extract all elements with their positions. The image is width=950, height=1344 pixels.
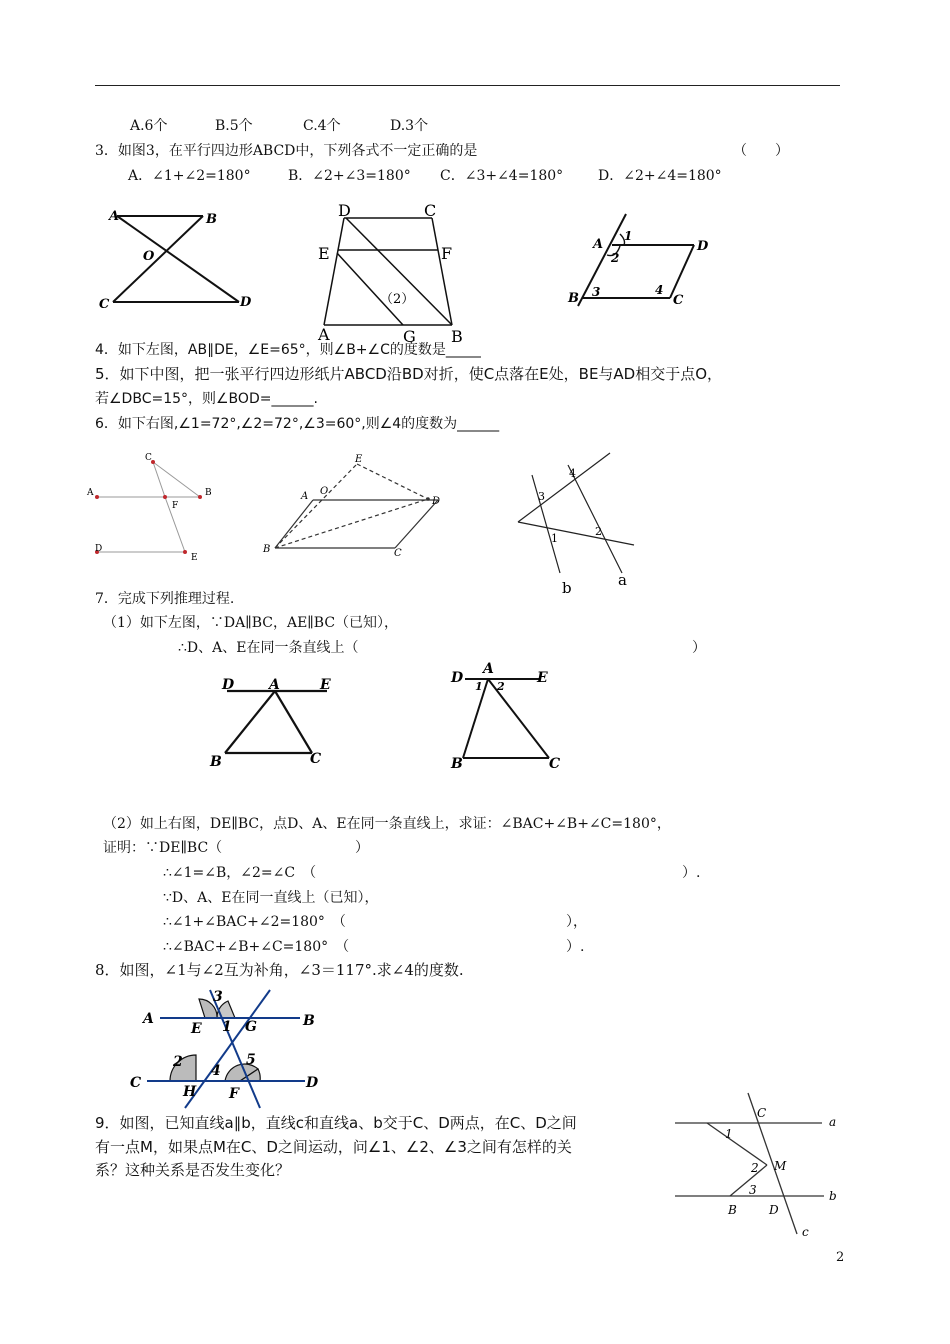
label-A: A <box>483 661 494 677</box>
label-b: b <box>562 579 572 597</box>
figure-hourglass <box>95 205 265 315</box>
label-A: A <box>318 325 330 344</box>
q3-option-b: B．∠2+∠3=180° <box>288 168 411 184</box>
q7-proof-step3-close: ）， <box>566 914 587 930</box>
figure-q7-right <box>445 658 575 773</box>
label-E: E <box>537 670 548 686</box>
angle-3: 3 <box>749 1183 757 1197</box>
label-B: B <box>568 291 579 306</box>
page-number: 2 <box>836 1250 845 1265</box>
label-D: D <box>769 1203 779 1217</box>
figure-q4 <box>85 450 225 565</box>
label-C: C <box>424 201 437 220</box>
angle-2: 2 <box>611 251 620 265</box>
angle-2: 2 <box>595 525 602 538</box>
label-G: G <box>403 327 416 346</box>
q3-answer-paren: （ ） <box>733 143 789 159</box>
q7-title: 7．完成下列推理过程. <box>95 591 235 607</box>
label-c: c <box>802 1225 809 1239</box>
q9-line2: 有一点M，如果点M在C、D之间运动，问∠1、∠2、∠3之间有怎样的关 <box>95 1138 572 1156</box>
angle-3: 3 <box>592 285 601 299</box>
q5-line2: 若∠DBC=15°，则∠BOD=______. <box>95 391 318 407</box>
label-C: C <box>757 1106 767 1120</box>
q7-proof-step1-close: ）. <box>682 865 701 881</box>
label-A: A <box>109 209 120 224</box>
q2-option-b: B.5个 <box>215 118 253 134</box>
figure-q8 <box>125 985 325 1110</box>
label-F: F <box>172 501 179 511</box>
label-O: O <box>320 486 329 497</box>
figure-q6 <box>510 445 650 600</box>
figure-parallelogram <box>560 210 720 310</box>
label-A: A <box>269 677 280 693</box>
angle-4: 4 <box>211 1063 221 1079</box>
label-A: A <box>143 1011 154 1027</box>
angle-2: 2 <box>173 1054 183 1070</box>
q7-proof-step0-close: ） <box>355 840 369 856</box>
label-B: B <box>303 1013 315 1029</box>
label-B: B <box>451 327 463 346</box>
angle-2: 2 <box>751 1161 759 1175</box>
label-E: E <box>191 553 198 563</box>
angle-1: 1 <box>222 1019 232 1035</box>
label-G: G <box>245 1019 257 1035</box>
label-A: A <box>301 491 309 502</box>
figure-q7-left <box>205 665 345 775</box>
header-rule <box>95 85 840 86</box>
q7-proof-step2: ∵D、A、E在同一直线上（已知）， <box>163 890 379 906</box>
angle-4: 4 <box>569 467 576 480</box>
label-D: D <box>240 295 252 310</box>
angle-1: 1 <box>551 532 558 545</box>
label-A: A <box>593 237 604 252</box>
label-C: C <box>310 751 322 767</box>
label-D: D <box>432 496 441 507</box>
label-E: E <box>318 244 330 263</box>
angle-4: 4 <box>655 283 664 297</box>
angle-5: 5 <box>246 1052 256 1068</box>
angle-1: 1 <box>725 1127 733 1141</box>
q2-option-a: A.6个 <box>130 118 168 134</box>
label-D: D <box>338 201 351 220</box>
label-C: C <box>549 756 561 772</box>
q7-part1-conclusion: ∴D、A、E在同一条直线上（ <box>178 640 359 656</box>
label-E: E <box>355 454 363 465</box>
label-B: B <box>451 756 463 772</box>
angle-3: 3 <box>538 490 545 503</box>
q4-text: 4．如下左图，AB∥DE，∠E=65°，则∠B+∠C的度数是_____ <box>95 342 481 358</box>
label-C: C <box>99 297 110 312</box>
label-D: D <box>451 670 464 686</box>
q8-text: 8．如图，∠1与∠2互为补角，∠3＝117°.求∠4的度数. <box>95 961 464 979</box>
q3-option-c: C．∠3+∠4=180° <box>440 168 564 184</box>
q7-proof-step0: 证明：∵DE∥BC（ <box>103 840 223 856</box>
q9-line1: 9．如图，已知直线a∥b，直线c和直线a、b交于C、D两点，在C、D之间 <box>95 1114 577 1132</box>
label-b: b <box>829 1189 837 1203</box>
angle-1: 1 <box>624 229 633 243</box>
q7-part1-close: ） <box>692 640 706 656</box>
label-B: B <box>205 488 212 498</box>
label-a: a <box>618 571 627 589</box>
label-F: F <box>229 1086 239 1102</box>
label-O: O <box>143 249 155 264</box>
label-D: D <box>697 239 709 254</box>
angle-2: 2 <box>497 680 505 693</box>
label-B: B <box>263 544 271 555</box>
label-D: D <box>222 677 235 693</box>
figure-trapezoid <box>310 200 480 345</box>
label-C: C <box>130 1075 142 1091</box>
figure-q9 <box>672 1090 847 1240</box>
figure-q5 <box>255 450 455 560</box>
q2-option-d: D.3个 <box>390 118 429 134</box>
label-F: F <box>441 244 453 263</box>
label-M: M <box>774 1159 787 1173</box>
label-B: B <box>210 754 222 770</box>
q7-proof-step1: ∴∠1=∠B，∠2=∠C （ <box>163 865 317 881</box>
angle-3: 3 <box>213 989 223 1005</box>
q2-option-c: C.4个 <box>303 118 341 134</box>
label-E: E <box>191 1021 202 1037</box>
q3-option-a: A．∠1+∠2=180° <box>128 168 251 184</box>
label-C: C <box>394 548 402 559</box>
q7-proof-step4: ∴∠BAC+∠B+∠C=180° （ <box>163 939 350 955</box>
label-B: B <box>728 1203 737 1217</box>
label-E: E <box>320 677 331 693</box>
angle-1: 1 <box>475 680 483 693</box>
label-B: B <box>206 212 217 227</box>
q7-part2: （2）如上右图，DE∥BC，点D、A、E在同一条直线上，求证：∠BAC+∠B+∠C=180°， <box>103 816 671 832</box>
label-H: H <box>183 1084 197 1100</box>
label-C: C <box>673 293 684 308</box>
q3-option-d: D．∠2+∠4=180° <box>598 168 722 184</box>
q5-line1: 5．如下中图，把一张平行四边形纸片ABCD沿BD对折，使C点落在E处，BE与AD相交于点O， <box>95 365 723 383</box>
label-C: C <box>145 453 152 463</box>
q3-text: 3．如图3，在平行四边形ABCD中，下列各式不一定正确的是 <box>95 143 478 159</box>
label-a: a <box>829 1115 837 1129</box>
label-D: D <box>95 544 103 554</box>
q9-line3: 系？这种关系是否发生变化？ <box>95 1161 291 1179</box>
q7-proof-step3: ∴∠1+∠BAC+∠2=180° （ <box>163 914 346 930</box>
label-A: A <box>87 488 94 498</box>
q6-text: 6．如下右图,∠1=72°,∠2=72°,∠3=60°,则∠4的度数为______ <box>95 416 500 432</box>
q7-proof-step4-close: ）. <box>566 939 585 955</box>
label-D: D <box>306 1075 319 1091</box>
q7-part1: （1）如下左图，∵DA∥BC，AE∥BC（已知）， <box>103 615 399 631</box>
figure-caption: （2） <box>380 292 415 307</box>
